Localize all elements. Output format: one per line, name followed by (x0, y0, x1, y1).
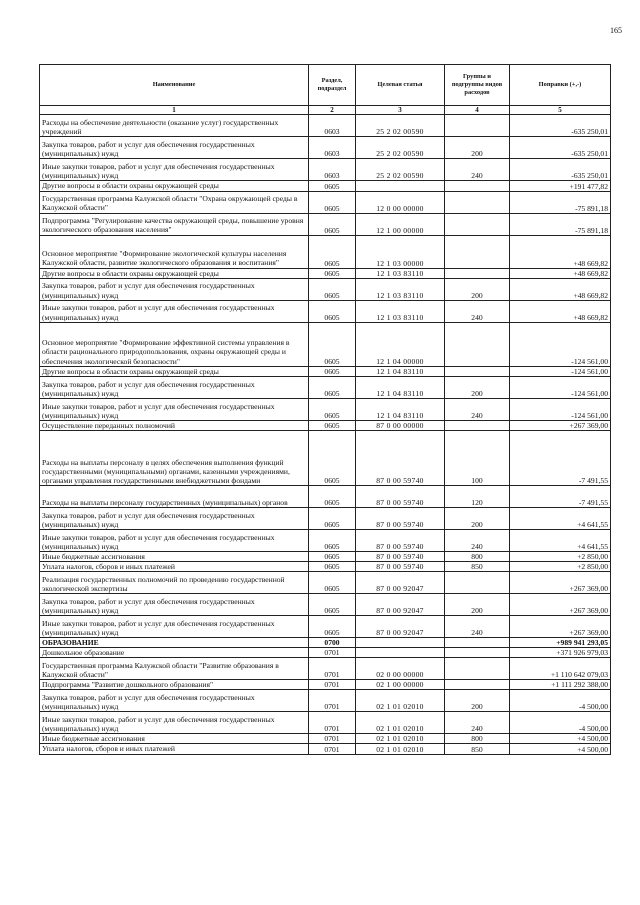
row-expense-group: 800 (445, 734, 510, 744)
row-expense-group (445, 235, 510, 268)
column-number: 4 (445, 106, 510, 115)
row-target-article: 02 1 01 02010 (356, 690, 445, 712)
row-name: Основное мероприятие "Формирование экологической культуры населения Калужской области, развитие экологического образования и воспитания" (40, 235, 309, 268)
table-row (40, 680, 611, 690)
table-row (40, 398, 611, 420)
row-section: 0605 (309, 398, 356, 420)
row-target-article: 87 0 00 00000 (356, 420, 445, 430)
row-name: Закупка товаров, работ и услуг для обеспечения государственных (муниципальных) нужд (40, 376, 309, 398)
page-number: 165 (610, 26, 622, 35)
table-row (40, 690, 611, 712)
row-name: Иные закупки товаров, работ и услуг для обеспечения государственных (муниципальных) нужд (40, 300, 309, 322)
row-expense-group: 240 (445, 712, 510, 734)
row-target-article: 87 0 00 59740 (356, 485, 445, 507)
row-target-article: 87 0 00 92047 (356, 616, 445, 638)
row-section: 0701 (309, 734, 356, 744)
row-amount: +2 850,00 (510, 551, 611, 561)
row-amount: -4 500,00 (510, 712, 611, 734)
row-amount: +267 369,00 (510, 616, 611, 638)
table-row (40, 137, 611, 159)
row-expense-group: 850 (445, 744, 510, 754)
row-name: Закупка товаров, работ и услуг для обеспечения государственных (муниципальных) нужд (40, 690, 309, 712)
budget-amendments-table (39, 64, 611, 755)
row-section: 0605 (309, 561, 356, 571)
row-name: Расходы на обеспечение деятельности (оказание услуг) государственных учреждений (40, 115, 309, 137)
row-section: 0605 (309, 213, 356, 235)
row-name: Иные бюджетные ассигнования (40, 551, 309, 561)
row-expense-group (445, 181, 510, 191)
header-amendments: Поправки (+,-) (510, 65, 611, 106)
row-name: Осуществление переданных полномочий (40, 420, 309, 430)
table-row (40, 191, 611, 213)
row-amount: +1 110 642 079,03 (510, 658, 611, 680)
row-name: Иные закупки товаров, работ и услуг для обеспечения государственных (муниципальных) нужд (40, 712, 309, 734)
row-section: 0605 (309, 300, 356, 322)
row-target-article: 87 0 00 59740 (356, 507, 445, 529)
row-amount: -124 561,00 (510, 376, 611, 398)
row-name: Иные закупки товаров, работ и услуг для обеспечения государственных (муниципальных) нужд (40, 529, 309, 551)
row-amount: +267 369,00 (510, 572, 611, 594)
table-row (40, 430, 611, 485)
row-expense-group: 240 (445, 398, 510, 420)
row-amount: -124 561,00 (510, 398, 611, 420)
row-target-article: 02 1 01 02010 (356, 712, 445, 734)
row-section: 0605 (309, 551, 356, 561)
row-amount: -4 500,00 (510, 690, 611, 712)
table-row (40, 507, 611, 529)
row-target-article (356, 181, 445, 191)
table-row (40, 235, 611, 268)
row-expense-group (445, 680, 510, 690)
table-row (40, 734, 611, 744)
row-amount: +989 941 293,05 (510, 638, 611, 648)
row-expense-group: 200 (445, 137, 510, 159)
row-expense-group (445, 648, 510, 658)
row-target-article: 12 1 03 83110 (356, 268, 445, 278)
row-target-article: 02 1 01 02010 (356, 734, 445, 744)
row-name: Закупка товаров, работ и услуг для обеспечения государственных (муниципальных) нужд (40, 137, 309, 159)
row-amount: +48 669,82 (510, 235, 611, 268)
row-target-article: 12 0 00 00000 (356, 191, 445, 213)
row-amount: -75 891,18 (510, 191, 611, 213)
row-expense-group (445, 658, 510, 680)
row-target-article (356, 648, 445, 658)
row-section: 0605 (309, 191, 356, 213)
row-expense-group: 240 (445, 616, 510, 638)
row-name: Государственная программа Калужской области "Развитие образования в Калужской области" (40, 658, 309, 680)
row-name: Иные закупки товаров, работ и услуг для обеспечения государственных (муниципальных) нужд (40, 398, 309, 420)
row-name: Расходы на выплаты персоналу в целях обеспечения выполнения функций государственными (муниципальными) органами, казенными учреждениями, органами управления государственными внебюджетными фондами (40, 430, 309, 485)
row-amount: +371 926 979,03 (510, 648, 611, 658)
table-row (40, 181, 611, 191)
table-row (40, 638, 611, 648)
row-name: Уплата налогов, сборов и иных платежей (40, 561, 309, 571)
row-target-article: 02 0 00 00000 (356, 658, 445, 680)
row-amount: +48 669,82 (510, 278, 611, 300)
row-amount: +4 500,00 (510, 744, 611, 754)
table-row (40, 376, 611, 398)
row-section: 0605 (309, 507, 356, 529)
table-row (40, 115, 611, 137)
row-expense-group: 100 (445, 430, 510, 485)
row-expense-group: 240 (445, 300, 510, 322)
row-section: 0603 (309, 159, 356, 181)
row-amount: -124 561,00 (510, 366, 611, 376)
table-row (40, 712, 611, 734)
row-name: Иные бюджетные ассигнования (40, 734, 309, 744)
table-row (40, 551, 611, 561)
row-name: Реализация государственных полномочий по проведению государственной экологической экспертизы (40, 572, 309, 594)
row-name: Подпрограмма "Регулирование качества окружающей среды, повышение уровня экологического образования населения" (40, 213, 309, 235)
row-expense-group: 200 (445, 507, 510, 529)
row-section: 0605 (309, 235, 356, 268)
table-body (40, 115, 611, 754)
row-expense-group: 200 (445, 278, 510, 300)
row-expense-group: 240 (445, 159, 510, 181)
table-row (40, 278, 611, 300)
table-row (40, 420, 611, 430)
row-expense-group (445, 322, 510, 366)
table-row (40, 561, 611, 571)
row-amount: +4 500,00 (510, 734, 611, 744)
row-target-article: 87 0 00 59740 (356, 551, 445, 561)
row-target-article: 25 2 02 00590 (356, 159, 445, 181)
row-amount: -7 491,55 (510, 430, 611, 485)
row-target-article: 12 1 00 00000 (356, 213, 445, 235)
row-amount: +267 369,00 (510, 594, 611, 616)
row-expense-group: 800 (445, 551, 510, 561)
header-name: Наименование (40, 65, 309, 106)
row-name: Другие вопросы в области охраны окружающей среды (40, 366, 309, 376)
table-row (40, 658, 611, 680)
row-target-article: 12 1 03 83110 (356, 278, 445, 300)
row-target-article (356, 638, 445, 648)
row-expense-group: 240 (445, 529, 510, 551)
row-expense-group (445, 366, 510, 376)
row-amount: +48 669,82 (510, 268, 611, 278)
table-row (40, 572, 611, 594)
row-name: Подпрограмма "Развитие дошкольного образования" (40, 680, 309, 690)
row-expense-group (445, 638, 510, 648)
row-name: Дошкольное образование (40, 648, 309, 658)
row-amount: +4 641,55 (510, 507, 611, 529)
row-section: 0605 (309, 322, 356, 366)
row-section: 0605 (309, 376, 356, 398)
row-expense-group: 200 (445, 594, 510, 616)
table-row (40, 648, 611, 658)
table-row (40, 213, 611, 235)
table-row (40, 322, 611, 366)
row-name: Другие вопросы в области охраны окружающей среды (40, 268, 309, 278)
column-number: 2 (309, 106, 356, 115)
row-amount: +267 369,00 (510, 420, 611, 430)
row-name: Иные закупки товаров, работ и услуг для обеспечения государственных (муниципальных) нужд (40, 616, 309, 638)
table-row (40, 594, 611, 616)
row-amount: +1 111 292 388,00 (510, 680, 611, 690)
column-number-row (40, 106, 611, 115)
row-name: Закупка товаров, работ и услуг для обеспечения государственных (муниципальных) нужд (40, 594, 309, 616)
row-amount: +191 477,82 (510, 181, 611, 191)
row-section: 0605 (309, 594, 356, 616)
row-name: ОБРАЗОВАНИЕ (40, 638, 309, 648)
row-section: 0605 (309, 268, 356, 278)
row-target-article: 12 1 03 83110 (356, 300, 445, 322)
row-amount: +4 641,55 (510, 529, 611, 551)
row-target-article: 25 2 02 00590 (356, 137, 445, 159)
row-section: 0605 (309, 529, 356, 551)
row-amount: -75 891,18 (510, 213, 611, 235)
row-target-article: 02 1 01 02010 (356, 744, 445, 754)
row-expense-group (445, 268, 510, 278)
row-target-article: 25 2 02 00590 (356, 115, 445, 137)
row-amount: +48 669,82 (510, 300, 611, 322)
header-expense-groups: Группы и подгруппы видов расходов (445, 65, 510, 106)
row-name: Закупка товаров, работ и услуг для обеспечения государственных (муниципальных) нужд (40, 507, 309, 529)
row-name: Другие вопросы в области охраны окружающей среды (40, 181, 309, 191)
row-amount: -7 491,55 (510, 485, 611, 507)
row-section: 0701 (309, 712, 356, 734)
row-target-article: 12 1 03 00000 (356, 235, 445, 268)
column-number: 5 (510, 106, 611, 115)
row-section: 0605 (309, 278, 356, 300)
column-number: 1 (40, 106, 309, 115)
row-name: Государственная программа Калужской области "Охрана окружающей среды в Калужской области" (40, 191, 309, 213)
row-section: 0700 (309, 638, 356, 648)
row-section: 0701 (309, 744, 356, 754)
table-row (40, 744, 611, 754)
row-name: Расходы на выплаты персоналу государственных (муниципальных) органов (40, 485, 309, 507)
row-section: 0605 (309, 181, 356, 191)
row-section: 0701 (309, 690, 356, 712)
row-section: 0605 (309, 485, 356, 507)
row-section: 0605 (309, 430, 356, 485)
row-section: 0605 (309, 420, 356, 430)
row-expense-group (445, 115, 510, 137)
row-name: Уплата налогов, сборов и иных платежей (40, 744, 309, 754)
row-target-article: 87 0 00 59740 (356, 529, 445, 551)
row-amount: -635 250,01 (510, 159, 611, 181)
row-section: 0605 (309, 572, 356, 594)
row-expense-group: 120 (445, 485, 510, 507)
row-section: 0603 (309, 115, 356, 137)
table-row (40, 616, 611, 638)
row-expense-group (445, 213, 510, 235)
header-section: Раздел, подраздел (309, 65, 356, 106)
row-section: 0605 (309, 366, 356, 376)
row-target-article: 87 0 00 92047 (356, 572, 445, 594)
row-expense-group: 200 (445, 376, 510, 398)
row-target-article: 87 0 00 59740 (356, 430, 445, 485)
table-row (40, 300, 611, 322)
row-expense-group (445, 572, 510, 594)
row-target-article: 12 1 04 83110 (356, 366, 445, 376)
column-number: 3 (356, 106, 445, 115)
row-amount: -635 250,01 (510, 115, 611, 137)
table-row (40, 159, 611, 181)
row-target-article: 02 1 00 00000 (356, 680, 445, 690)
row-expense-group: 200 (445, 690, 510, 712)
row-name: Иные закупки товаров, работ и услуг для обеспечения государственных (муниципальных) нужд (40, 159, 309, 181)
table-row (40, 485, 611, 507)
table-header-row (40, 65, 611, 106)
table-row (40, 529, 611, 551)
row-amount: -124 561,00 (510, 322, 611, 366)
table-row (40, 366, 611, 376)
header-target-article: Целевая статья (356, 65, 445, 106)
row-section: 0701 (309, 648, 356, 658)
row-amount: +2 850,00 (510, 561, 611, 571)
row-expense-group: 850 (445, 561, 510, 571)
table-row (40, 268, 611, 278)
row-section: 0701 (309, 658, 356, 680)
row-amount: -635 250,01 (510, 137, 611, 159)
row-name: Основное мероприятие "Формирование эффективной системы управления в области рационального природопользования, охраны окружающей среды и обеспечения экологической безопасности" (40, 322, 309, 366)
row-section: 0605 (309, 616, 356, 638)
row-name: Закупка товаров, работ и услуг для обеспечения государственных (муниципальных) нужд (40, 278, 309, 300)
row-target-article: 12 1 04 83110 (356, 398, 445, 420)
row-target-article: 87 0 00 59740 (356, 561, 445, 571)
row-expense-group (445, 420, 510, 430)
row-target-article: 12 1 04 00000 (356, 322, 445, 366)
row-section: 0603 (309, 137, 356, 159)
row-expense-group (445, 191, 510, 213)
row-section: 0701 (309, 680, 356, 690)
row-target-article: 12 1 04 83110 (356, 376, 445, 398)
row-target-article: 87 0 00 92047 (356, 594, 445, 616)
